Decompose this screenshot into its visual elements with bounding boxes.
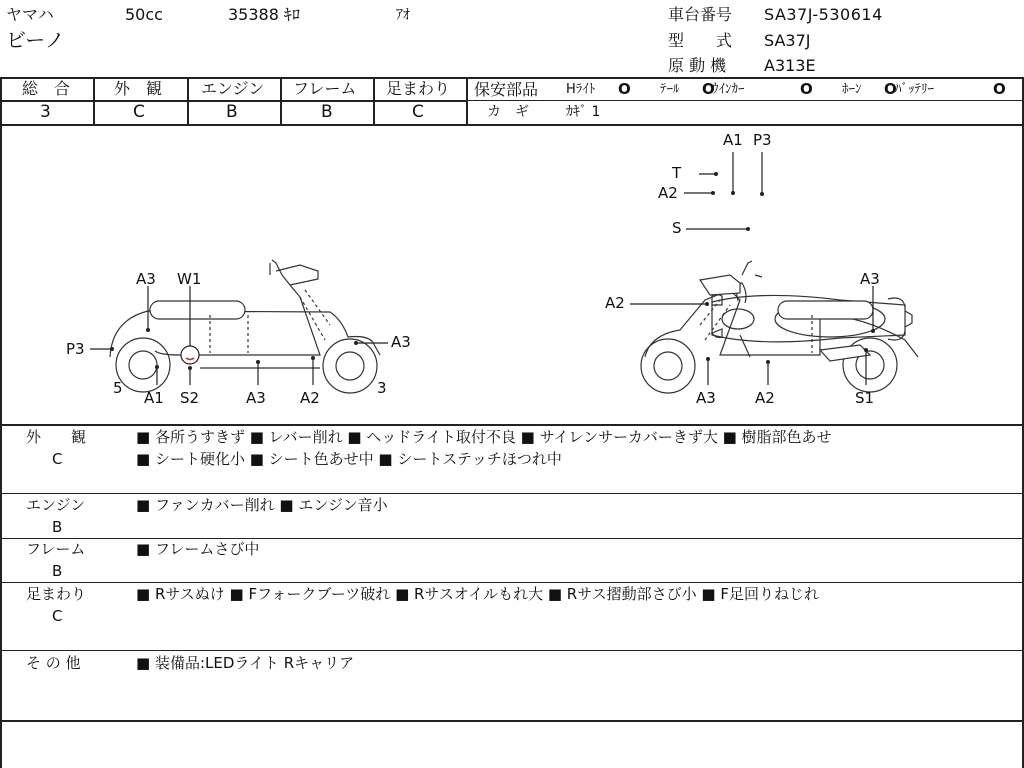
key-label: カ ギ (487, 104, 529, 120)
label-top-t: T (672, 164, 682, 182)
divider-safety-mid (468, 100, 1024, 101)
type-value: SA37J (764, 31, 811, 50)
divider-notes-2 (0, 538, 1024, 539)
grade-exterior-label: 外 観 (114, 79, 163, 98)
label-right-a2: A2 (605, 294, 625, 312)
label-left-w1: W1 (177, 270, 202, 288)
engine-model-value: A313E (764, 56, 816, 75)
grade-frame-value: B (321, 102, 333, 122)
type-label: 型 式 (668, 31, 733, 50)
note-category-grade: C (52, 450, 63, 468)
note-text-line: ■ フレームさび中 (136, 540, 260, 558)
grade-col-5 (466, 78, 468, 125)
label-left-p3: P3 (66, 340, 85, 358)
safety-item-name: ﾃｰﾙ (660, 82, 680, 97)
grade-suspension-value: C (412, 102, 424, 122)
note-category-grade: B (52, 518, 63, 536)
note-text-line: ■ 各所うすきず ■ レバー削れ ■ ヘッドライト取付不良 ■ サイレンサーカバーきず大 ■ 樹脂部色あせ (136, 428, 832, 446)
grade-engine-value: B (226, 102, 238, 122)
mileage: 35388 ｷﾛ (228, 5, 300, 24)
label-left-a3-top: A3 (136, 270, 156, 288)
note-category-label: エンジン (26, 496, 86, 514)
note-category-grade: C (52, 607, 63, 625)
grade-col-2 (187, 78, 189, 125)
label-right-a3-top: A3 (860, 270, 880, 288)
label-left-3: 3 (377, 379, 387, 397)
label-left-a2: A2 (300, 389, 320, 407)
grade-col-3 (280, 78, 282, 125)
note-text-line: ■ Rサスぬけ ■ Fフォークブーツ破れ ■ Rサスオイルもれ大 ■ Rサス摺動部さび小 ■ F足回りねじれ (136, 585, 819, 603)
safety-item-mark: O (702, 80, 715, 98)
grade-col-1 (93, 78, 95, 125)
label-right-a2-bottom: A2 (755, 389, 775, 407)
note-text-line: ■ 装備品:LEDライト Rキャリア (136, 654, 355, 672)
label-right-a3-bottom: A3 (696, 389, 716, 407)
grade-engine-label: エンジン (201, 79, 265, 98)
safety-item-mark: O (618, 80, 631, 98)
grade-frame-label: フレーム (293, 79, 357, 98)
label-top-a2: A2 (658, 184, 678, 202)
label-left-a3-bottom: A3 (246, 389, 266, 407)
note-text-line: ■ ファンカバー削れ ■ エンジン音小 (136, 496, 388, 514)
safety-item-mark: O (884, 80, 897, 98)
engine-model-label: 原 動 機 (668, 56, 727, 75)
divider-notes-4 (0, 650, 1024, 651)
displacement: 50cc (125, 5, 163, 24)
label-left-a1: A1 (144, 389, 164, 407)
divider-notes-5 (0, 720, 1024, 722)
note-text-line: ■ シート硬化小 ■ シート色あせ中 ■ シートステッチほつれ中 (136, 450, 562, 468)
grade-col-4 (373, 78, 375, 125)
note-category-label: フレーム (26, 540, 86, 558)
label-left-a3-right: A3 (391, 333, 411, 351)
label-top-p3: P3 (753, 131, 772, 149)
label-top-a1: A1 (723, 131, 743, 149)
maker: ヤマハ (6, 5, 54, 24)
safety-item-name: Hﾗｲﾄ (566, 82, 596, 97)
safety-item-mark: O (993, 80, 1006, 98)
frame-no-value: SA37J-530614 (764, 5, 883, 24)
safety-item-name: ﾊﾞｯﾃﾘｰ (895, 82, 934, 97)
frame-no-label: 車台番号 (668, 5, 733, 24)
key-value: ｶｷﾞ 1 (566, 104, 601, 120)
note-category-label: そ の 他 (26, 654, 81, 672)
note-category-grade: B (52, 562, 63, 580)
grade-suspension-label: 足まわり (386, 79, 451, 98)
model-name: ビーノ (6, 28, 65, 52)
safety-item-name: ｳｲﾝｶｰ (712, 82, 745, 97)
color: ｱｵ (396, 7, 410, 23)
grade-total-value: 3 (40, 102, 51, 122)
safety-item-mark: O (800, 80, 813, 98)
label-right-s1: S1 (855, 389, 875, 407)
note-category-label: 外 観 (26, 428, 87, 446)
label-left-s2: S2 (180, 389, 200, 407)
divider-notes-3 (0, 582, 1024, 583)
grade-total-label: 総 合 (22, 79, 71, 98)
grade-exterior-value: C (133, 102, 145, 122)
label-left-5: 5 (113, 379, 123, 397)
safety-label: 保安部品 (474, 80, 539, 99)
note-category-label: 足まわり (26, 585, 87, 603)
divider-notes-1 (0, 493, 1024, 494)
safety-item-name: ﾎｰﾝ (842, 82, 862, 97)
label-top-s: S (672, 219, 682, 237)
